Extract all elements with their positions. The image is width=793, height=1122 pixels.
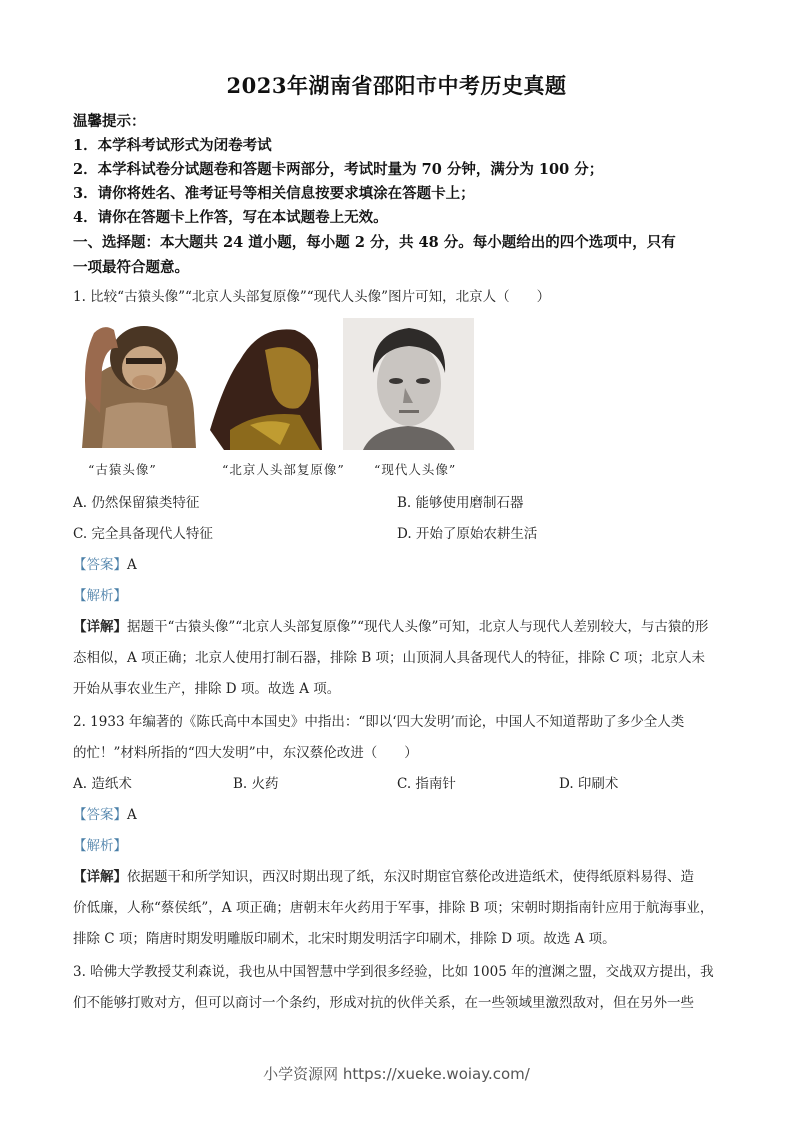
section-heading: 一、选择题：本大题共 24 道小题，每小题 2 分，共 48 分。每小题给出的四个选项中，只有 [73, 234, 676, 251]
notice-item: 2．本学科试卷分试题卷和答题卡两部分，考试时量为 70 分钟，满分为 100 分； [73, 161, 604, 178]
detail-label: 【详解】 [73, 869, 127, 885]
answer-label: 【答案】 [73, 557, 127, 573]
footer-watermark: 小学资源网 https://xueke.woiay.com/ [263, 1065, 530, 1083]
answer-value: A [127, 807, 137, 823]
detail-line: 排除 C 项；隋唐时期发明雕版印刷术，北宋时期发明活字印刷术，排除 D 项。故选 A 项。 [73, 931, 616, 947]
option-a: A. 仍然保留猿类特征 [73, 495, 200, 511]
answer-line [73, 553, 137, 573]
detail-line: 【详解】据题干“古猿头像”“北京人头部复原像”“现代人头像”可知，北京人与现代人差别较大，与古猿的形 [73, 619, 709, 635]
option-a: A. 造纸术 [73, 776, 132, 792]
detail-line: 【详解】依据题干和所学知识，西汉时期出现了纸，东汉时期宦官蔡伦改进造纸术，使得纸原料易得、造 [73, 869, 694, 885]
notice-heading: 温馨提示： [73, 113, 146, 130]
modern-human-image [343, 318, 474, 450]
question-2-stem: 2. 1933 年编著的《陈氏高中本国史》中指出：“即以‘四大发明’而论，中国人不知道帮助了多少全人类 [73, 714, 685, 730]
question-1-stem: 1. 比较“古猿头像”“北京人头部复原像”“现代人头像”图片可知，北京人（ ） [73, 289, 551, 305]
option-d: D. 开始了原始农耕生活 [397, 526, 538, 542]
question-2-stem-cont: 的忙！”材料所指的“四大发明”中，东汉蔡伦改进（ ） [73, 745, 418, 761]
notice-item: 1．本学科考试形式为闭卷考试 [73, 137, 272, 154]
question-3-stem-cont: 们不能够打败对方，但可以商讨一个条约，形成对抗的伙伴关系，在一些领域里激烈敌对，但在另外一些 [73, 995, 694, 1011]
image-caption: “古猿头像” [88, 462, 157, 477]
ape-head-illustration-icon [72, 318, 202, 448]
detail-line: 价低廉，人称“蔡侯纸”，A 项正确；唐朝末年火药用于军事，排除 B 项；宋朝时期指南针应用于航海事业， [73, 900, 714, 916]
detail-line: 开始从事农业生产，排除 D 项。故选 A 项。 [73, 681, 341, 697]
image-caption: “北京人头部复原像” [222, 462, 345, 477]
peking-man-reconstruction-icon [210, 320, 330, 450]
option-c: C. 指南针 [397, 776, 456, 792]
section-heading-cont: 一项最符合题意。 [73, 259, 189, 276]
image-caption: “现代人头像” [374, 462, 457, 477]
answer-line [73, 803, 137, 823]
page-title: 2023年湖南省邵阳市中考历史真题 [226, 73, 567, 98]
answer-value: A [127, 557, 137, 573]
detail-line: 态相似，A 项正确；北京人使用打制石器，排除 B 项；山顶洞人具备现代人的特征，排除 C 项；北京人未 [73, 650, 705, 666]
ape-head-image [72, 318, 202, 448]
notice-item: 4．请你在答题卡上作答，写在本试题卷上无效。 [73, 209, 388, 226]
modern-human-portrait-icon [343, 318, 474, 450]
analysis-label: 【解析】 [73, 838, 127, 854]
option-b: B. 能够使用磨制石器 [397, 495, 524, 511]
analysis-label: 【解析】 [73, 588, 127, 604]
detail-label: 【详解】 [73, 619, 127, 635]
option-b: B. 火药 [233, 776, 279, 792]
notice-item: 3．请你将姓名、准考证号等相关信息按要求填涂在答题卡上； [73, 185, 475, 202]
option-c: C. 完全具备现代人特征 [73, 526, 213, 542]
answer-label: 【答案】 [73, 807, 127, 823]
question-3-stem: 3. 哈佛大学教授艾利森说，我也从中国智慧中学到很多经验，比如 1005 年的澶渊之盟，交战双方提出，我 [73, 964, 714, 980]
option-d: D. 印刷术 [559, 776, 619, 792]
peking-man-image [210, 320, 330, 450]
